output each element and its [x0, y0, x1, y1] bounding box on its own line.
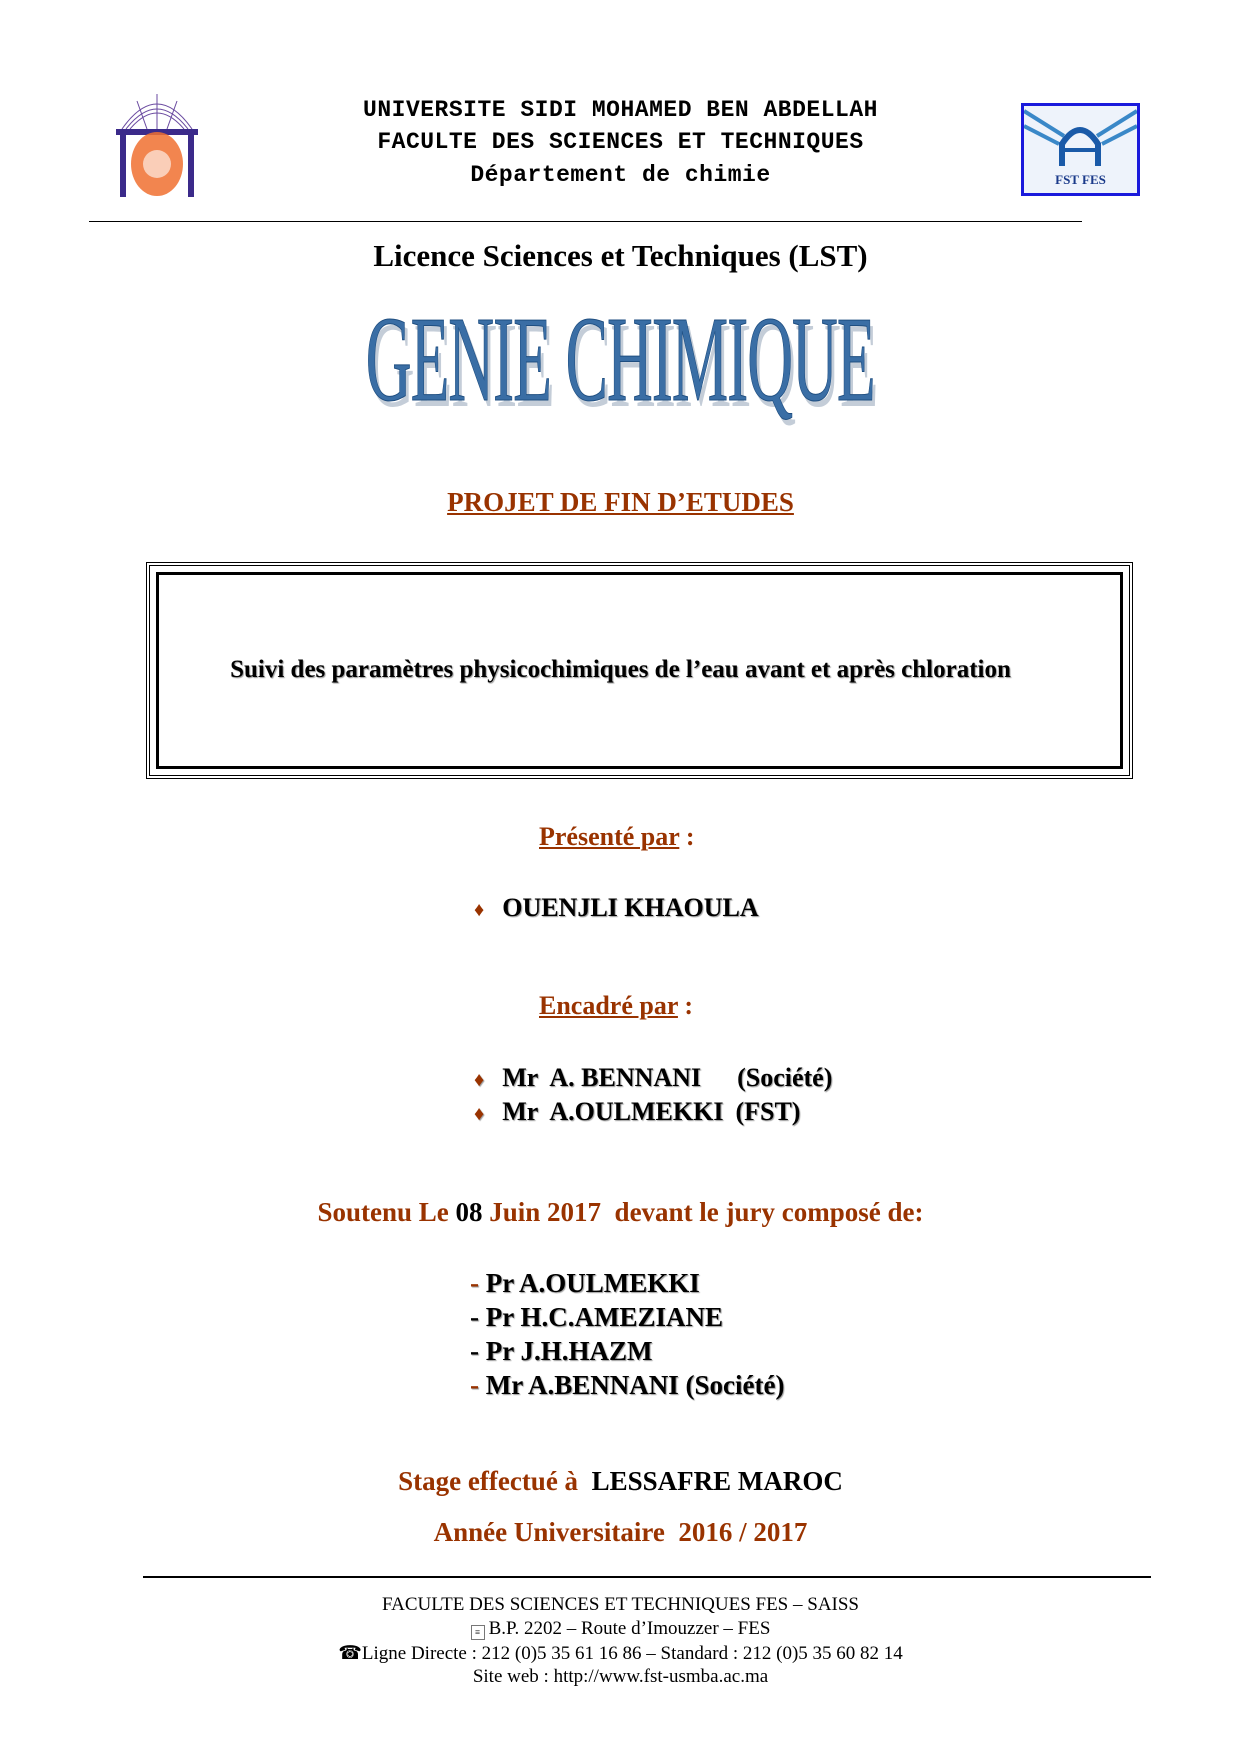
- internship-label: Stage effectué à: [398, 1466, 592, 1496]
- degree-title: Licence Sciences et Techniques (LST): [373, 238, 868, 273]
- jury-member: [470, 1368, 784, 1402]
- diamond-bullet-icon: ♦: [474, 1103, 485, 1125]
- supervisor-affiliation: (Société): [737, 1063, 833, 1092]
- footer-divider: [143, 1576, 1151, 1578]
- footer-faculty: FACULTE DES SCIENCES ET TECHNIQUES FES – SAISS: [381, 1594, 859, 1615]
- jury-member: [470, 1266, 784, 1300]
- supervised-by-label: [539, 991, 693, 1021]
- university-name: UNIVERSITE SIDI MOHAMED BEN ABDELLAH: [363, 97, 878, 123]
- fst-fes-logo-text: FST FES: [1055, 172, 1106, 187]
- dash-bullet: -: [470, 1370, 486, 1400]
- specialty-wordart: [0, 290, 1241, 430]
- project-label: PROJET DE FIN D’ETUDES: [447, 487, 794, 517]
- department-name: Département de chimie: [470, 162, 771, 188]
- supervisor-affiliation: (FST): [735, 1097, 801, 1126]
- supervised-by-colon: :: [677, 991, 694, 1020]
- thesis-title: Suivi des paramètres physicochimiques de l’eau avant et après chloration: [230, 656, 1011, 683]
- presented-by-label: [539, 822, 694, 852]
- fst-fes-logo: [1021, 103, 1140, 196]
- header-divider: [89, 221, 1082, 222]
- jury-member-name: Pr J.H.HAZM: [485, 1336, 653, 1366]
- supervisor-item: [474, 1063, 832, 1095]
- supervised-by-text: Encadré par: [539, 991, 678, 1020]
- student-name: OUENJLI KHAOULA: [502, 893, 759, 922]
- jury-member-name: Mr A.BENNANI (Société): [485, 1370, 785, 1400]
- supervisor-item: [474, 1097, 800, 1129]
- defense-suffix: Juin 2017 devant le jury composé de:: [482, 1197, 924, 1227]
- internship-company: LESSAFRE MAROC: [591, 1466, 843, 1496]
- faculty-name: FACULTE DES SCIENCES ET TECHNIQUES: [377, 129, 864, 155]
- student-item: [474, 893, 759, 923]
- academic-year: Année Universitaire 2016 / 2017: [433, 1517, 808, 1547]
- jury-member-name: Pr A.OULMEKKI: [485, 1268, 700, 1298]
- defense-prefix: Soutenu Le: [317, 1197, 456, 1227]
- jury-member-name: Pr H.C.AMEZIANE: [485, 1302, 724, 1332]
- mailbox-icon: ≡: [471, 1625, 485, 1640]
- dash-bullet: -: [470, 1302, 486, 1332]
- jury-member: [470, 1334, 784, 1368]
- footer-phone-text: Ligne Directe : 212 (0)5 35 61 16 86 – Standard : 212 (0)5 35 60 82 14: [361, 1643, 903, 1664]
- footer-address-text: B.P. 2202 – Route d’Imouzzer – FES: [488, 1618, 771, 1639]
- specialty-title: GENIE CHIMIQUE: [366, 292, 875, 427]
- supervisor-name: Mr A.OULMEKKI: [502, 1097, 724, 1126]
- presented-by-text: Présenté par: [539, 822, 680, 851]
- diamond-bullet-icon: ♦: [474, 899, 485, 921]
- internship-line: [0, 1466, 1241, 1497]
- phone-icon: ☎: [338, 1643, 362, 1664]
- presented-by-colon: :: [679, 822, 695, 851]
- dash-bullet: -: [470, 1268, 486, 1298]
- jury-member: [470, 1300, 784, 1334]
- jury-list: [470, 1266, 784, 1402]
- supervisor-name: Mr A. BENNANI: [502, 1063, 702, 1092]
- footer-address: [0, 1618, 1241, 1640]
- footer-phone: [0, 1642, 1241, 1665]
- defense-day: 08: [455, 1197, 483, 1227]
- defense-line: [0, 1197, 1241, 1228]
- diamond-bullet-icon: ♦: [474, 1069, 485, 1091]
- footer-website: Site web : http://www.fst-usmba.ac.ma: [472, 1666, 769, 1687]
- dash-bullet: -: [470, 1336, 486, 1366]
